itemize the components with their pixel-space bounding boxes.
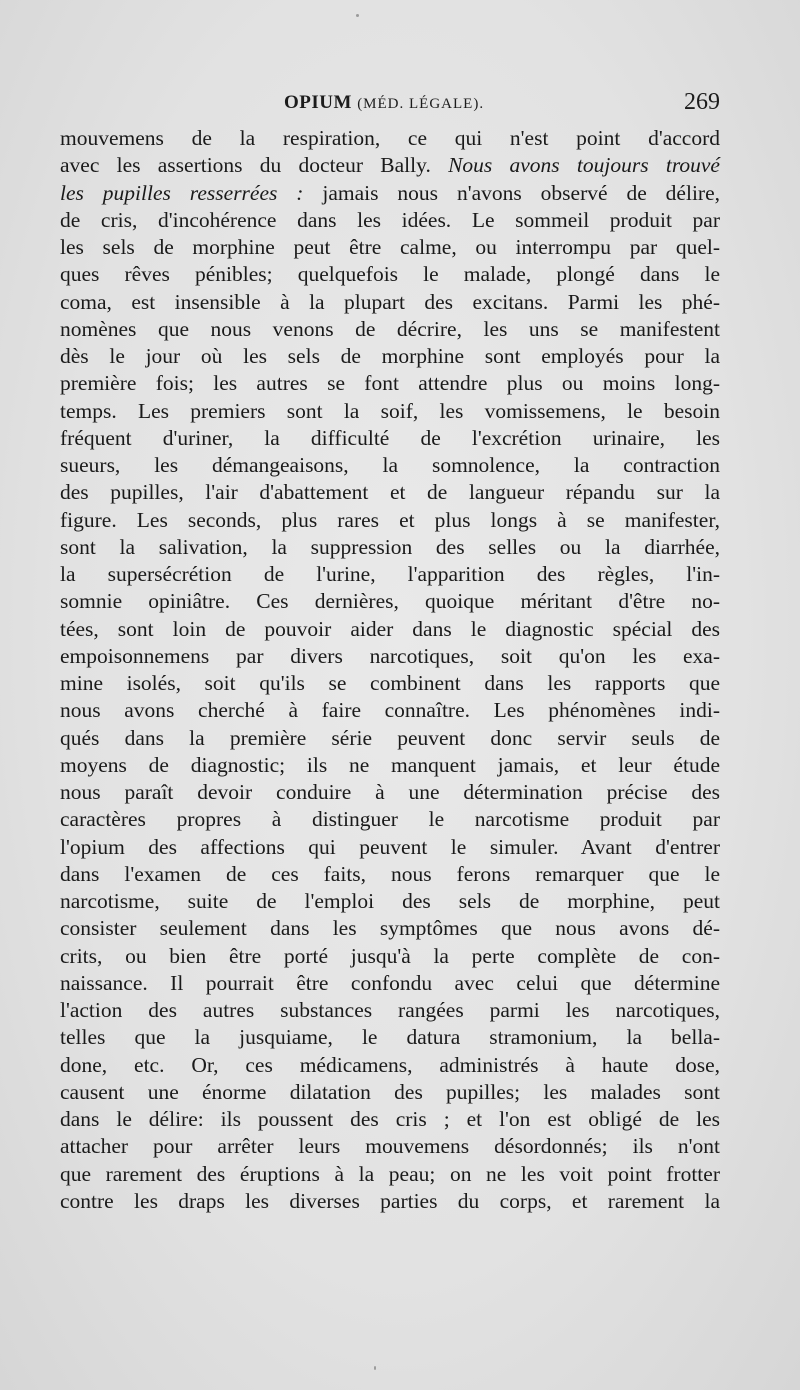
text-segment: fréquent d'uriner, la difficulté de l'excrétion urinaire, les — [60, 425, 720, 450]
text-line — [60, 861, 720, 888]
text-line — [60, 125, 720, 152]
text-line — [60, 425, 720, 452]
text-line — [60, 806, 720, 833]
text-line — [60, 561, 720, 588]
text-line — [60, 207, 720, 234]
text-segment: sont la salivation, la suppression des selles ou la diarrhée, — [60, 534, 720, 559]
page-speck — [356, 14, 359, 17]
text-line — [60, 697, 720, 724]
page-number: 269 — [684, 89, 720, 115]
italic-segment: Nous avons toujours trouvé — [448, 153, 720, 178]
text-line — [60, 616, 720, 643]
text-line — [60, 997, 720, 1024]
text-segment: contre les draps les diverses parties du corps, et rarement la — [60, 1188, 720, 1213]
text-segment: des pupilles, l'air d'abattement et de langueur répandu sur la — [60, 480, 720, 505]
text-line — [60, 779, 720, 806]
text-segment: sueurs, les démangeaisons, la somnolence, la contraction — [60, 453, 720, 477]
text-segment: nomènes que nous venons de décrire, les uns se manifestent — [60, 316, 720, 341]
running-head-subtitle: (MÉD. LÉGALE). — [357, 96, 485, 112]
text-segment: jamais nous n'avons observé de délire, — [303, 180, 720, 205]
text-line — [60, 1106, 720, 1133]
text-line — [60, 1161, 720, 1188]
text-line — [60, 152, 720, 179]
text-segment: telles que la jusquiame, le datura stramonium, la bella- — [60, 1025, 720, 1050]
text-line — [60, 289, 720, 316]
text-segment: l'action des autres substances rangées parmi les narcotiques, — [60, 998, 720, 1022]
text-segment: somnie opiniâtre. Ces dernières, quoique méritant d'être no- — [60, 589, 720, 614]
text-line — [60, 261, 720, 288]
text-segment: dans le délire: ils poussent des cris ; et l'on est obligé de les — [60, 1107, 720, 1131]
running-head — [284, 92, 484, 114]
italic-segment: les pupilles resserrées : — [60, 180, 304, 205]
text-line — [60, 452, 720, 479]
text-segment: qués dans la première série peuvent donc servir seuls de — [60, 725, 720, 750]
text-segment: causent une énorme dilatation des pupilles; les malades sont — [60, 1079, 720, 1104]
text-segment: l'opium des affections qui peuvent le simuler. Avant d'entrer — [60, 834, 720, 859]
body-text — [60, 125, 720, 1215]
text-segment: avec les assertions du docteur Bally. — [60, 153, 449, 178]
text-line — [60, 943, 720, 970]
text-line — [60, 1079, 720, 1106]
text-segment: empoisonnemens par divers narcotiques, soit qu'on les exa- — [60, 643, 720, 668]
text-segment: mouvemens de la respiration, ce qui n'est point d'accord — [60, 126, 720, 150]
text-segment: ques rêves pénibles; quelquefois le malade, plongé dans le — [60, 262, 720, 287]
text-segment: caractères propres à distinguer le narcotisme produit par — [60, 807, 720, 832]
text-line — [60, 398, 720, 425]
text-segment: temps. Les premiers sont la soif, les vomissemens, le besoin — [60, 398, 720, 423]
text-line — [60, 1133, 720, 1160]
text-line — [60, 180, 720, 207]
text-segment: première fois; les autres se font attendre plus ou moins long- — [60, 371, 720, 396]
text-line — [60, 588, 720, 615]
text-segment: naissance. Il pourrait être confondu avec celui que détermine — [60, 970, 720, 995]
text-line — [60, 752, 720, 779]
text-segment: consister seulement dans les symptômes que nous avons dé- — [60, 916, 720, 941]
text-line — [60, 915, 720, 942]
page-header — [60, 89, 720, 122]
text-line — [60, 534, 720, 561]
text-line — [60, 316, 720, 343]
text-line — [60, 234, 720, 261]
text-line — [60, 370, 720, 397]
text-line — [60, 1024, 720, 1051]
text-segment: nous avons cherché à faire connaître. Les phénomènes indi- — [60, 698, 720, 723]
text-segment: tées, sont loin de pouvoir aider dans le diagnostic spécial des — [60, 616, 720, 641]
text-segment: mine isolés, soit qu'ils se combinent dans les rapports que — [60, 671, 720, 695]
text-segment: la supersécrétion de l'urine, l'apparition des règles, l'in- — [60, 562, 720, 586]
text-line — [60, 1052, 720, 1079]
text-line — [60, 343, 720, 370]
text-segment: dans l'examen de ces faits, nous ferons remarquer que le — [60, 861, 720, 886]
text-segment: done, etc. Or, ces médicamens, administrés à haute dose, — [60, 1052, 720, 1077]
text-segment: figure. Les seconds, plus rares et plus longs à se manifester, — [60, 507, 720, 532]
text-segment: que rarement des éruptions à la peau; on ne les voit point frotter — [60, 1161, 720, 1186]
text-line — [60, 888, 720, 915]
text-line — [60, 479, 720, 506]
text-segment: de cris, d'incohérence dans les idées. Le sommeil produit par — [60, 207, 720, 232]
text-line — [60, 1188, 720, 1215]
text-line — [60, 507, 720, 534]
text-line — [60, 670, 720, 697]
text-segment: crits, ou bien être porté jusqu'à la perte complète de con- — [60, 943, 720, 968]
text-segment: les sels de morphine peut être calme, ou interrompu par quel- — [60, 235, 720, 259]
text-line — [60, 643, 720, 670]
text-line — [60, 970, 720, 997]
text-line — [60, 834, 720, 861]
text-segment: moyens de diagnostic; ils ne manquent jamais, et leur étude — [60, 752, 720, 777]
text-segment: dès le jour où les sels de morphine sont employés pour la — [60, 344, 720, 368]
text-line — [60, 725, 720, 752]
text-segment: attacher pour arrêter leurs mouvemens désordonnés; ils n'ont — [60, 1134, 720, 1159]
page-speck — [374, 1366, 376, 1370]
text-segment: narcotisme, suite de l'emploi des sels de morphine, peut — [60, 889, 720, 913]
text-segment: nous paraît devoir conduire à une détermination précise des — [60, 780, 720, 804]
running-head-main: OPIUM — [284, 92, 352, 113]
text-segment: coma, est insensible à la plupart des excitans. Parmi les phé- — [60, 289, 720, 314]
